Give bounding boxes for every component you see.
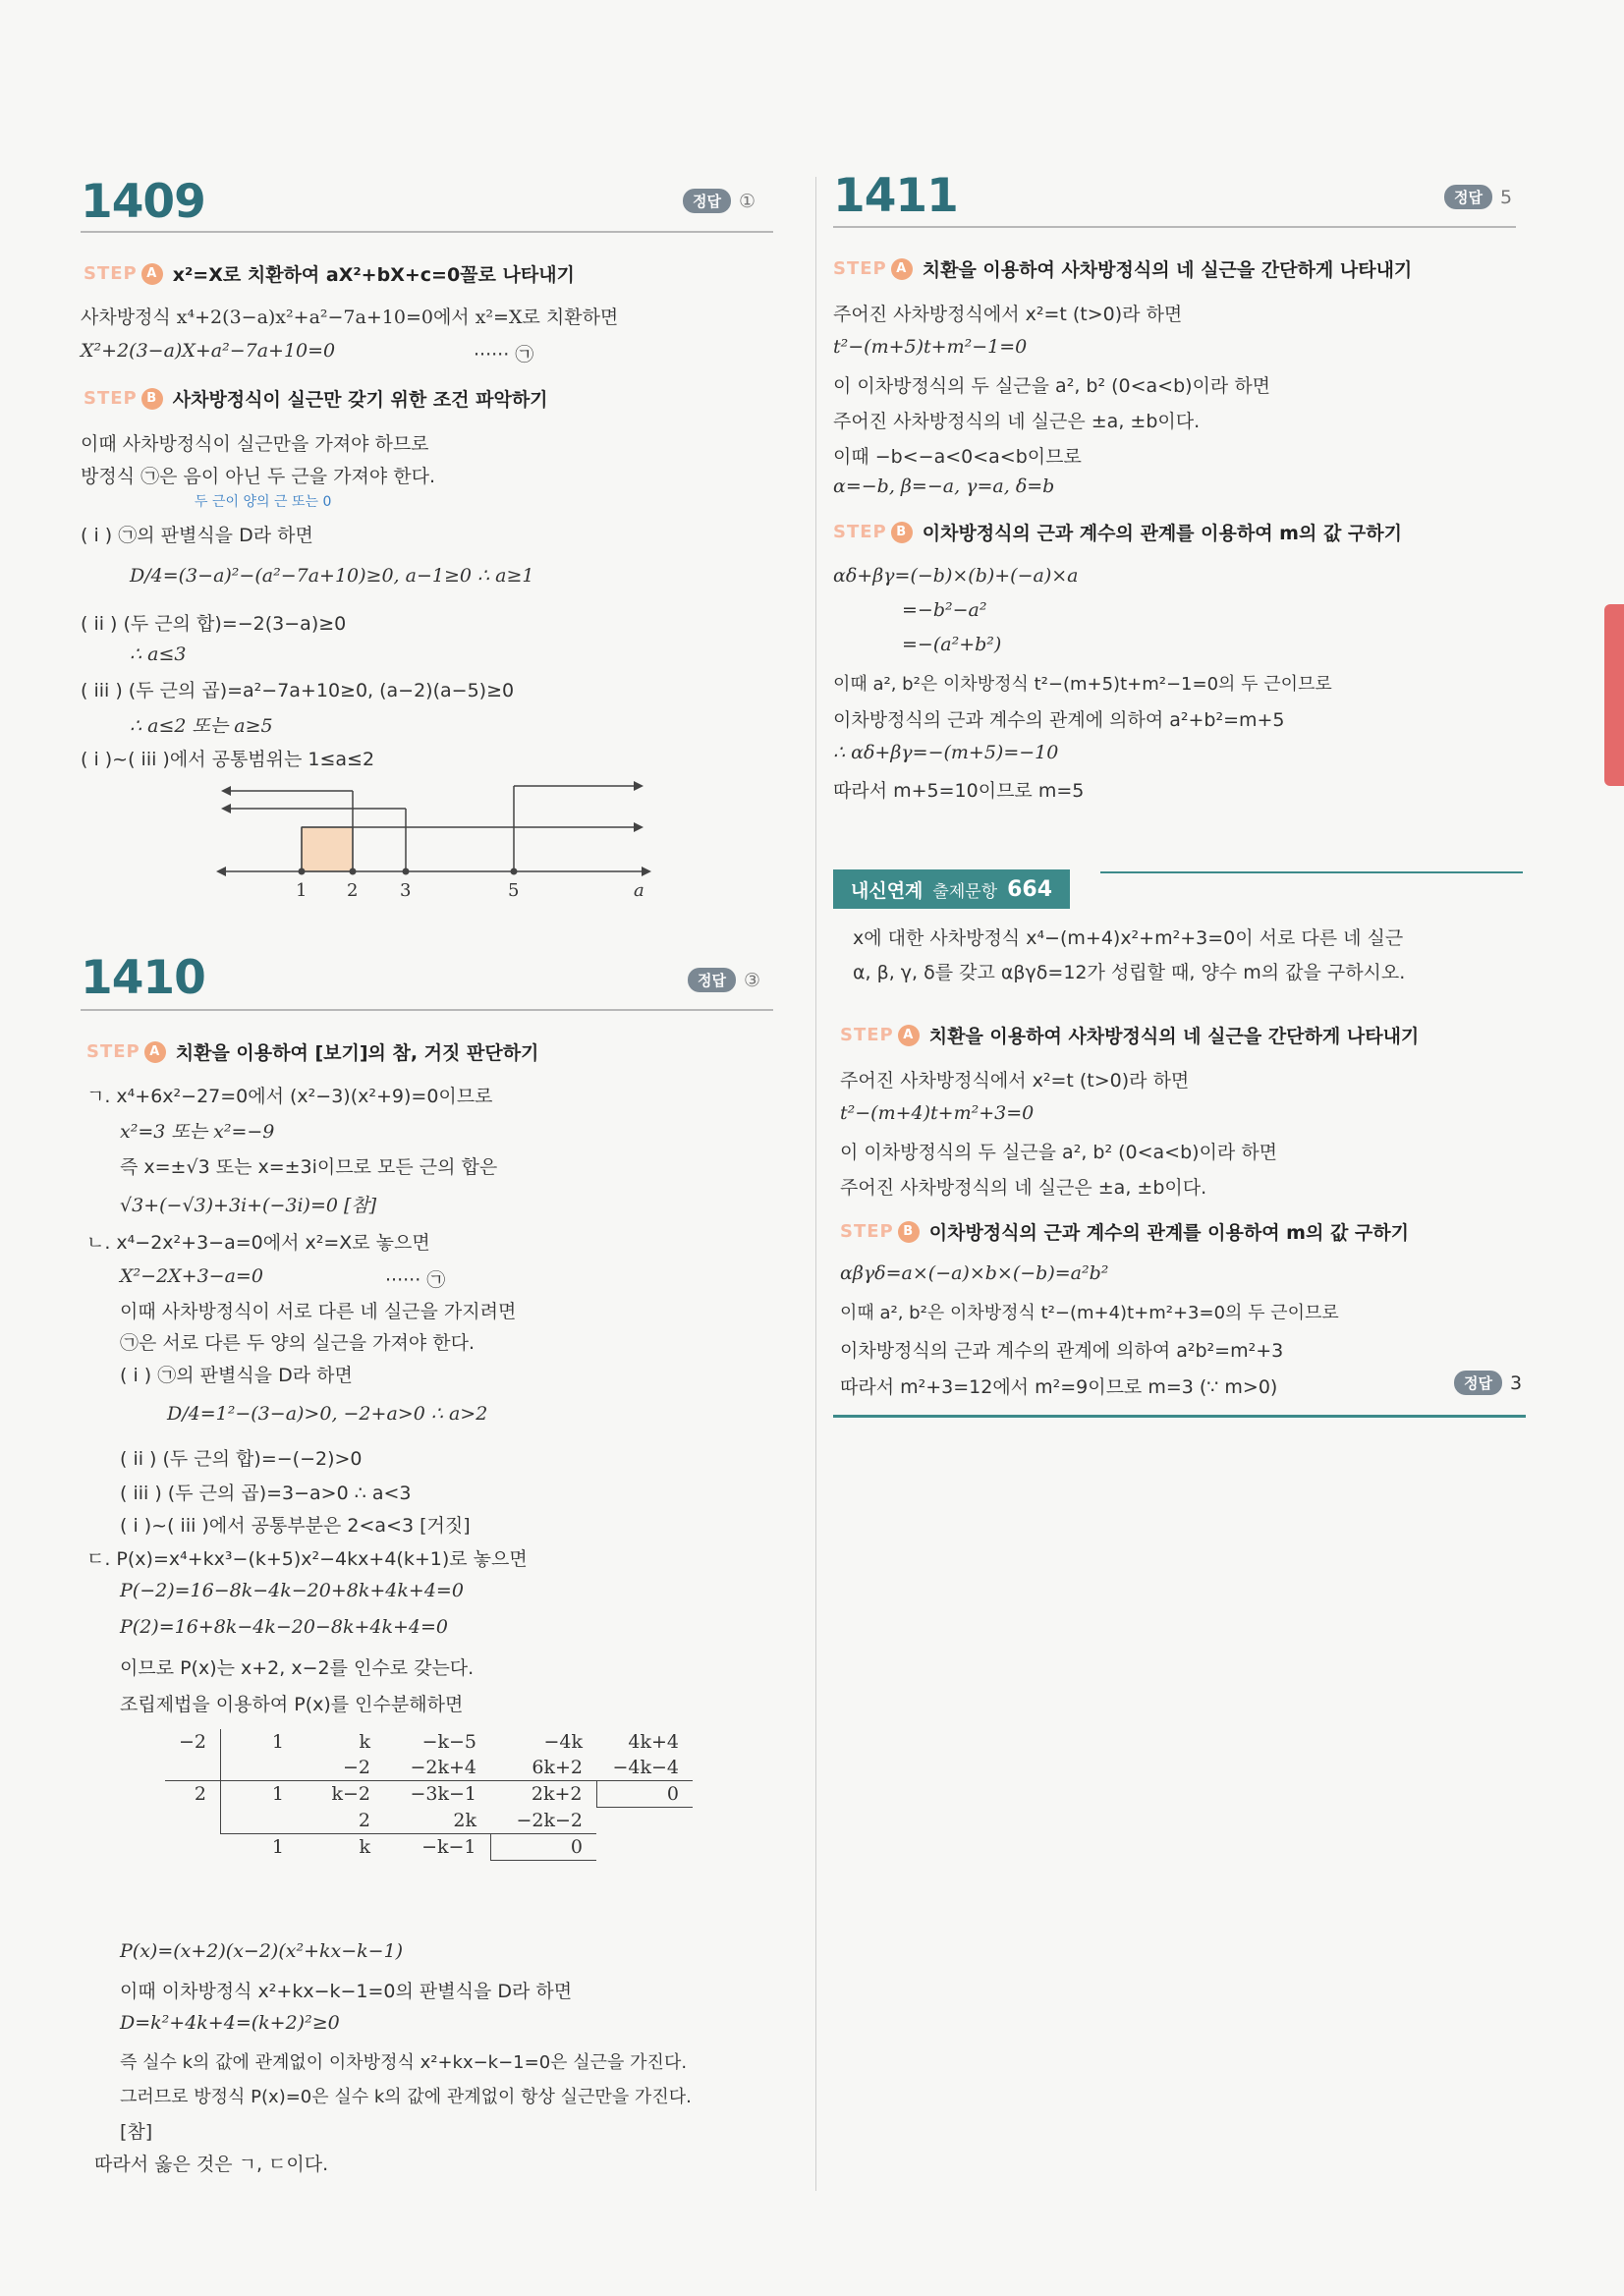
- range-arrow: [221, 786, 231, 796]
- math-line: X²−2X+3−a=0: [120, 1265, 263, 1287]
- synth-row: 1 k −k−1 0: [165, 1833, 693, 1860]
- solution-region: [302, 827, 353, 871]
- divider-1411: [833, 226, 1516, 228]
- axis-label: a: [634, 880, 644, 901]
- text-line: 이 이차방정식의 두 실근을 a², b² (0<a<b)이라 하면: [840, 1142, 1278, 1163]
- answer-value: ①: [738, 190, 756, 212]
- step-a-1409: [84, 260, 575, 287]
- math-line: D=k²+4k+4=(k+2)²≥0: [120, 2012, 340, 2034]
- answer-badge: 정답: [1444, 185, 1492, 209]
- range-arrow: [634, 781, 644, 791]
- synth-row: −2 −2k+4 6k+2 −4k−4: [165, 1755, 693, 1781]
- step-b-1411: [833, 519, 1402, 545]
- text-line: 즉 실수 k의 값에 관계없이 이차방정식 x²+kx−k−1=0은 실근을 가진다.: [120, 2052, 688, 2073]
- step-title: 이차방정식의 근과 계수의 관계를 이용하여 m의 값 구하기: [922, 523, 1402, 544]
- math-line: ∴ αδ+βγ=−(m+5)=−10: [833, 742, 1059, 763]
- math-line: D/4=(3−a)²−(a²−7a+10)≥0, a−1≥0 ∴ a≥1: [130, 565, 534, 587]
- naesin-label: 내신연계: [851, 879, 924, 902]
- math-line: α=−b, β=−a, γ=a, δ=b: [833, 476, 1055, 497]
- step-tag: STEP A: [84, 263, 163, 285]
- synth-row: −2 1 k −k−5 −4k 4k+4: [165, 1729, 693, 1755]
- step-title: x²=X로 치환하여 aX²+bX+c=0꼴로 나타내기: [172, 264, 575, 286]
- text-line: ( i ) ㉠의 판별식을 D라 하면: [81, 525, 313, 546]
- text-line: 이때 a², b²은 이차방정식 t²−(m+4)t+m²+3=0의 두 근이므로: [840, 1303, 1339, 1323]
- step-tag: STEP A: [833, 258, 913, 280]
- text-line: 이므로 P(x)는 x+2, x−2를 인수로 갖는다.: [120, 1657, 475, 1679]
- tick-label: 1: [296, 880, 308, 901]
- math-line: x²=3 또는 x²=−9: [120, 1121, 275, 1143]
- text-line: 주어진 사차방정식의 네 실근은 ±a, ±b이다.: [840, 1177, 1207, 1199]
- math-line: =−b²−a²: [902, 599, 987, 621]
- step-tag: STEP A: [840, 1025, 920, 1046]
- text-line: ( i )~( iii )에서 공통범위는 1≤a≤2: [81, 749, 375, 770]
- answer-value: ③: [743, 969, 761, 991]
- math-line: αβγδ=a×(−a)×b×(−b)=a²b²: [840, 1262, 1109, 1284]
- text-line: 그러므로 방정식 P(x)=0은 실수 k의 값에 관계없이 항상 실근만을 가진다.: [120, 2087, 692, 2107]
- problem-number-1411: 1411: [833, 169, 958, 223]
- text-line: ( iii ) (두 근의 곱)=3−a>0 ∴ a<3: [120, 1483, 412, 1504]
- answer-badge: 정답: [683, 189, 731, 213]
- text-line: 방정식 ㉠은 음이 아닌 두 근을 가져야 한다.: [81, 466, 435, 487]
- math-line: √3+(−√3)+3i+(−3i)=0 [참]: [120, 1195, 377, 1216]
- text-line: 이 이차방정식의 두 실근을 a², b² (0<a<b)이라 하면: [833, 375, 1271, 397]
- math-line: t²−(m+4)t+m²+3=0: [840, 1102, 1035, 1124]
- step-b-naesin: [840, 1218, 1409, 1245]
- axis-arrow-left: [216, 867, 226, 876]
- number-line-diagram: [211, 776, 663, 904]
- problem-number-1410: 1410: [81, 951, 205, 1005]
- point: [299, 868, 306, 875]
- question-line: x에 대한 사차방정식 x⁴−(m+4)x²+m²+3=0이 서로 다른 네 실근: [853, 927, 1404, 949]
- annotation-note: 두 근이 양의 근 또는 0: [195, 494, 332, 510]
- answer-naesin: [1454, 1371, 1522, 1395]
- axis-arrow: [642, 867, 651, 876]
- step-tag: STEP B: [84, 388, 163, 410]
- text-line: ( ii ) (두 근의 합)=−2(3−a)≥0: [81, 613, 347, 635]
- text-line: 이차방정식의 근과 계수의 관계에 의하여 a²b²=m²+3: [840, 1340, 1284, 1362]
- math-line: αδ+βγ=(−b)×(b)+(−a)×a: [833, 565, 1079, 587]
- range-arrow: [221, 804, 231, 813]
- text-line: [참]: [120, 2121, 153, 2143]
- text-line: ( iii ) (두 근의 곱)=a²−7a+10≥0, (a−2)(a−5)≥0: [81, 680, 515, 701]
- math-line: =−(a²+b²): [902, 634, 1002, 655]
- text-line: 이때 사차방정식이 실근만을 가져야 하므로: [81, 433, 429, 455]
- math-line: P(x)=(x+2)(x−2)(x²+kx−k−1): [120, 1940, 404, 1962]
- text-line: 이때 사차방정식이 서로 다른 네 실근을 가지려면: [120, 1301, 517, 1322]
- naesin-header: [833, 869, 1070, 909]
- math-line: ∴ a≤3: [130, 644, 187, 665]
- text-line: 이때 이차방정식 x²+kx−k−1=0의 판별식을 D라 하면: [120, 1981, 573, 2002]
- text-line: 따라서 옳은 것은 ㄱ, ㄷ이다.: [94, 2154, 329, 2175]
- answer-value: 5: [1499, 186, 1513, 208]
- text-line: 이때 a², b²은 이차방정식 t²−(m+5)t+m²−1=0의 두 근이므로: [833, 674, 1332, 695]
- text-line: 따라서 m+5=10이므로 m=5: [833, 780, 1085, 802]
- synth-row: 2 2k −2k−2: [165, 1808, 693, 1834]
- text-line: ( i )~( iii )에서 공통부분은 2<a<3 [거짓]: [120, 1515, 471, 1537]
- naesin-bottom-rule: [833, 1415, 1526, 1418]
- step-title: 이차방정식의 근과 계수의 관계를 이용하여 m의 값 구하기: [928, 1222, 1409, 1244]
- point: [511, 868, 518, 875]
- math-line: D/4=1²−(3−a)>0, −2+a>0 ∴ a>2: [167, 1403, 488, 1425]
- step-title: 치환을 이용하여 [보기]의 참, 거짓 판단하기: [175, 1042, 539, 1064]
- text-line: ㄴ. x⁴−2x²+3−a=0에서 x²=X로 놓으면: [86, 1232, 430, 1254]
- step-title: 사차방정식이 실근만 갖기 위한 조건 파악하기: [172, 389, 548, 411]
- step-tag: STEP A: [86, 1041, 166, 1063]
- range-arrow: [634, 822, 644, 832]
- answer-1410: [688, 968, 760, 992]
- naesin-sub: 출제문항: [932, 881, 998, 902]
- divider-1409: [81, 231, 773, 233]
- text-line: 사차방정식 x⁴+2(3−a)x²+a²−7a+10=0에서 x²=X로 치환하면: [81, 307, 619, 328]
- text-line: 주어진 사차방정식에서 x²=t (t>0)라 하면: [840, 1070, 1190, 1092]
- question-line: α, β, γ, δ를 갖고 αβγδ=12가 성립할 때, 양수 m의 값을 구하시오.: [853, 962, 1406, 983]
- answer-badge: 정답: [1454, 1371, 1502, 1395]
- math-line: ∴ a≤2 또는 a≥5: [130, 715, 273, 737]
- tick-label: 2: [347, 880, 359, 901]
- math-line: P(−2)=16−8k−4k−20+8k+4k+4=0: [120, 1580, 464, 1601]
- synthetic-division: [165, 1729, 693, 1861]
- equation-ref: ······ ㉠: [385, 1269, 446, 1291]
- text-line: ㄷ. P(x)=x⁴+kx³−(k+5)x²−4kx+4(k+1)로 놓으면: [86, 1548, 528, 1570]
- text-line: 따라서 m²+3=12에서 m²=9이므로 m=3 (∵ m>0): [840, 1376, 1278, 1398]
- step-title: 치환을 이용하여 사차방정식의 네 실근을 간단하게 나타내기: [922, 259, 1413, 281]
- step-b-1409: [84, 385, 548, 412]
- synth-row: 2 1 k−2 −3k−1 2k+2 0: [165, 1781, 693, 1808]
- step-title: 치환을 이용하여 사차방정식의 네 실근을 간단하게 나타내기: [928, 1026, 1420, 1047]
- naesin-number: 664: [1007, 876, 1053, 902]
- text-line: ㉠은 서로 다른 두 양의 실근을 가져야 한다.: [120, 1332, 475, 1354]
- problem-number-1409: 1409: [81, 175, 205, 229]
- math-line: X²+2(3−a)X+a²−7a+10=0: [81, 340, 336, 362]
- answer-1409: [683, 189, 756, 213]
- text-line: 이때 −b<−a<0<a<b이므로: [833, 446, 1082, 468]
- point: [350, 868, 357, 875]
- step-tag: STEP B: [840, 1221, 920, 1243]
- text-line: ( ii ) (두 근의 합)=−(−2)>0: [120, 1448, 363, 1470]
- step-a-naesin: [840, 1022, 1419, 1048]
- side-tab: [1604, 604, 1624, 786]
- text-line: 조립제법을 이용하여 P(x)를 인수분해하면: [120, 1694, 464, 1715]
- naesin-rule: [1100, 871, 1523, 873]
- step-a-1411: [833, 255, 1412, 282]
- text-line: 즉 x=±√3 또는 x=±3i이므로 모든 근의 합은: [120, 1156, 498, 1178]
- answer-badge: 정답: [688, 968, 736, 992]
- text-line: ( i ) ㉠의 판별식을 D라 하면: [120, 1365, 353, 1386]
- text-line: 주어진 사차방정식의 네 실근은 ±a, ±b이다.: [833, 411, 1201, 432]
- text-line: 이차방정식의 근과 계수의 관계에 의하여 a²+b²=m+5: [833, 709, 1285, 731]
- step-tag: STEP B: [833, 522, 913, 543]
- point: [403, 868, 410, 875]
- divider-1410: [81, 1009, 773, 1011]
- math-line: t²−(m+5)t+m²−1=0: [833, 336, 1028, 358]
- step-a-1410: [86, 1038, 538, 1065]
- answer-value: 3: [1509, 1372, 1523, 1394]
- text-line: ㄱ. x⁴+6x²−27=0에서 (x²−3)(x²+9)=0이므로: [86, 1086, 493, 1107]
- text-line: 주어진 사차방정식에서 x²=t (t>0)라 하면: [833, 304, 1183, 325]
- equation-ref: ······ ㉠: [474, 344, 534, 365]
- column-divider: [815, 177, 816, 2191]
- tick-label: 3: [400, 880, 412, 901]
- answer-1411: [1444, 185, 1512, 209]
- math-line: P(2)=16+8k−4k−20−8k+4k+4=0: [120, 1616, 448, 1638]
- tick-label: 5: [508, 880, 520, 901]
